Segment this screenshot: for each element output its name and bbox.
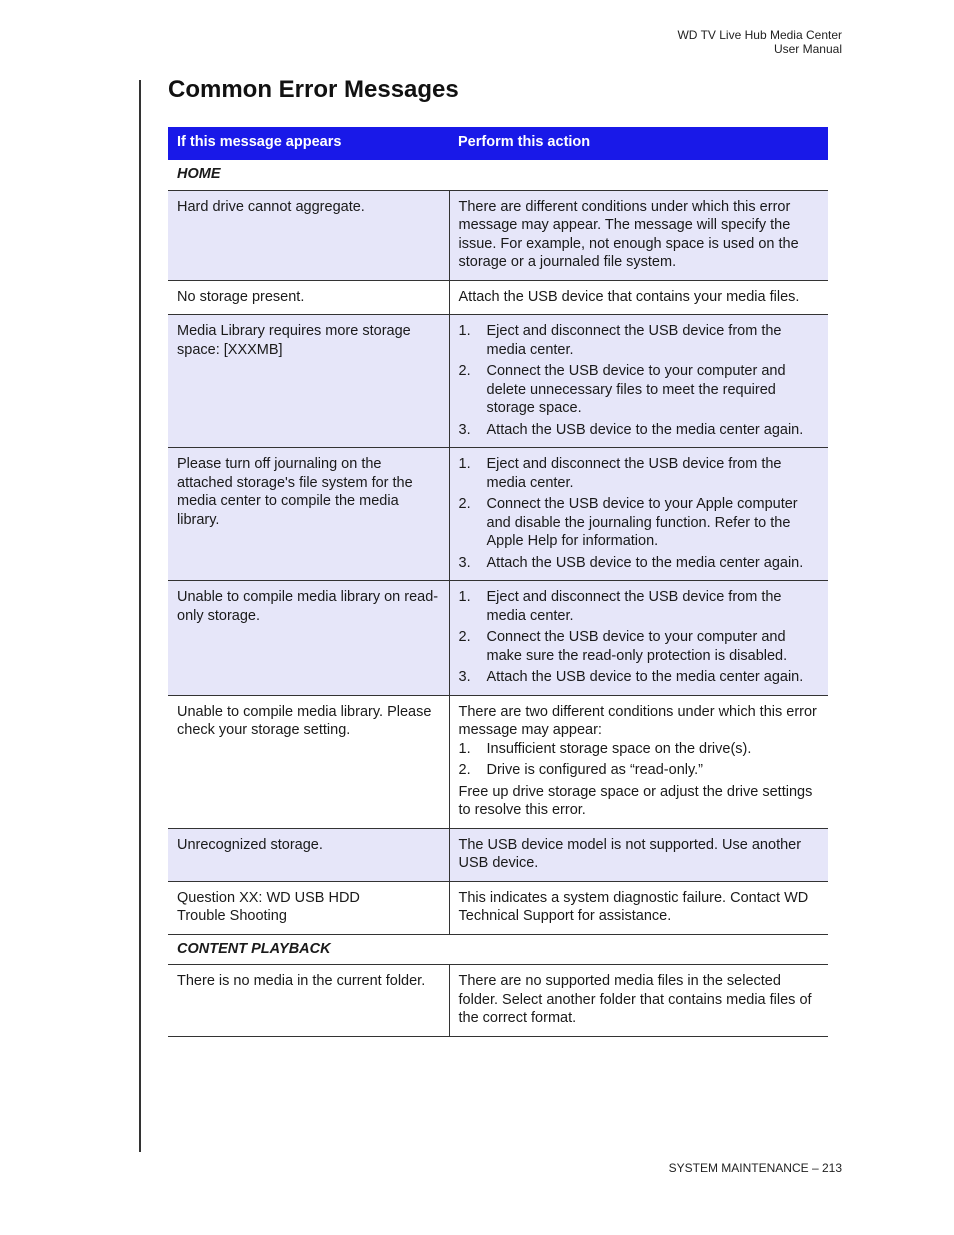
step-text: Connect the USB device to your computer and make sure the read-only protection is disabled. [486,629,788,664]
step-number: 3. [458,669,471,685]
step-number: 2. [458,363,471,379]
table-row [168,828,828,881]
list-item [459,455,820,492]
message-cell: Unable to compile media library on read-only storage. [168,581,449,696]
message-cell: Hard drive cannot aggregate. [168,190,449,280]
step-number: 2. [458,496,471,512]
step-text: Drive is configured as “read-only.” [486,762,704,778]
message-cell [168,881,449,934]
steps-list [459,322,820,439]
message-cell: Unrecognized storage. [168,828,449,881]
page-footer: SYSTEM MAINTENANCE – 213 [668,1161,842,1175]
message-cell: Media Library requires more storage space: [XXXMB] [168,315,449,448]
list-item [459,362,820,418]
list-item [459,628,820,665]
step-number: 1. [458,323,471,339]
message-line: Question XX: WD USB HDD [177,889,360,906]
step-text: Attach the USB device to the media center again. [486,554,804,571]
margin-rule [139,80,141,1152]
action-cell: The USB device model is not supported. Use another USB device. [449,828,828,881]
error-messages-table [168,127,828,1037]
action-cell: Attach the USB device that contains your media files. [449,280,828,315]
error-table-container [168,127,828,1037]
action-cell: There are no supported media files in the selected folder. Select another folder that contains media files of the correct format. [449,965,828,1037]
col-header-action: Perform this action [449,127,828,159]
section-label: CONTENT PLAYBACK [168,934,828,965]
table-row [168,315,828,448]
step-text: Attach the USB device to the media center again. [486,669,804,685]
table-row [168,280,828,315]
list-item [459,761,820,780]
col-header-message: If this message appears [168,127,449,159]
step-text: Connect the USB device to your computer and delete unnecessary files to meet the required storage space. [486,363,786,416]
table-row [168,965,828,1037]
section-label: HOME [168,159,828,191]
step-number: 1. [458,589,471,605]
list-item [459,668,820,687]
step-number: 1. [458,740,471,757]
step-number: 2. [458,629,471,645]
action-outro: Free up drive storage space or adjust the drive settings to resolve this error. [458,783,813,818]
step-number: 1. [458,456,471,472]
action-cell: This indicates a system diagnostic failure. Contact WD Technical Support for assistance. [449,881,828,934]
step-text: Attach the USB device to the media center again. [486,421,804,438]
action-cell: There are different conditions under which this error message may appear. The message will specify the issue. For example, not enough space is used on the storage or a journaled file system. [449,190,828,280]
steps-list [459,740,820,780]
action-cell [449,315,828,448]
list-item [459,588,820,625]
step-number: 3. [458,421,471,438]
list-item [459,421,820,440]
header-product: WD TV Live Hub Media Center [677,28,842,42]
message-cell: Unable to compile media library. Please check your storage setting. [168,695,449,828]
message-cell: No storage present. [168,280,449,315]
step-text: Insufficient storage space on the drive(s). [486,740,752,757]
header-manual: User Manual [773,42,842,56]
table-row [168,190,828,280]
table-row [168,881,828,934]
message-cell: Please turn off journaling on the attached storage's file system for the media center to compile the media library. [168,448,449,581]
list-item [459,740,820,759]
table-row [168,448,828,581]
step-text: Connect the USB device to your Apple computer and disable the journaling function. Refer to the Apple Help for information. [486,496,798,549]
step-text: Eject and disconnect the USB device from the media center. [486,456,782,491]
list-item [459,322,820,359]
table-row [168,695,828,828]
message-line: Trouble Shooting [177,908,287,924]
action-cell [449,695,828,828]
steps-list [459,588,820,687]
list-item [459,495,820,551]
table-header-row [168,127,828,159]
step-text: Eject and disconnect the USB device from the media center. [486,323,782,358]
running-header [677,28,842,56]
action-cell [449,581,828,696]
section-row-content-playback [168,934,828,965]
step-text: Eject and disconnect the USB device from the media center. [486,589,782,624]
steps-list [459,455,820,572]
action-cell [449,448,828,581]
table-row [168,581,828,696]
message-cell: There is no media in the current folder. [168,965,449,1037]
section-row-home [168,159,828,191]
step-number: 2. [458,762,471,778]
action-intro: There are two different conditions under which this error message may appear: [458,703,817,738]
list-item [459,554,820,573]
page-title: Common Error Messages [168,76,459,103]
step-number: 3. [458,554,471,571]
